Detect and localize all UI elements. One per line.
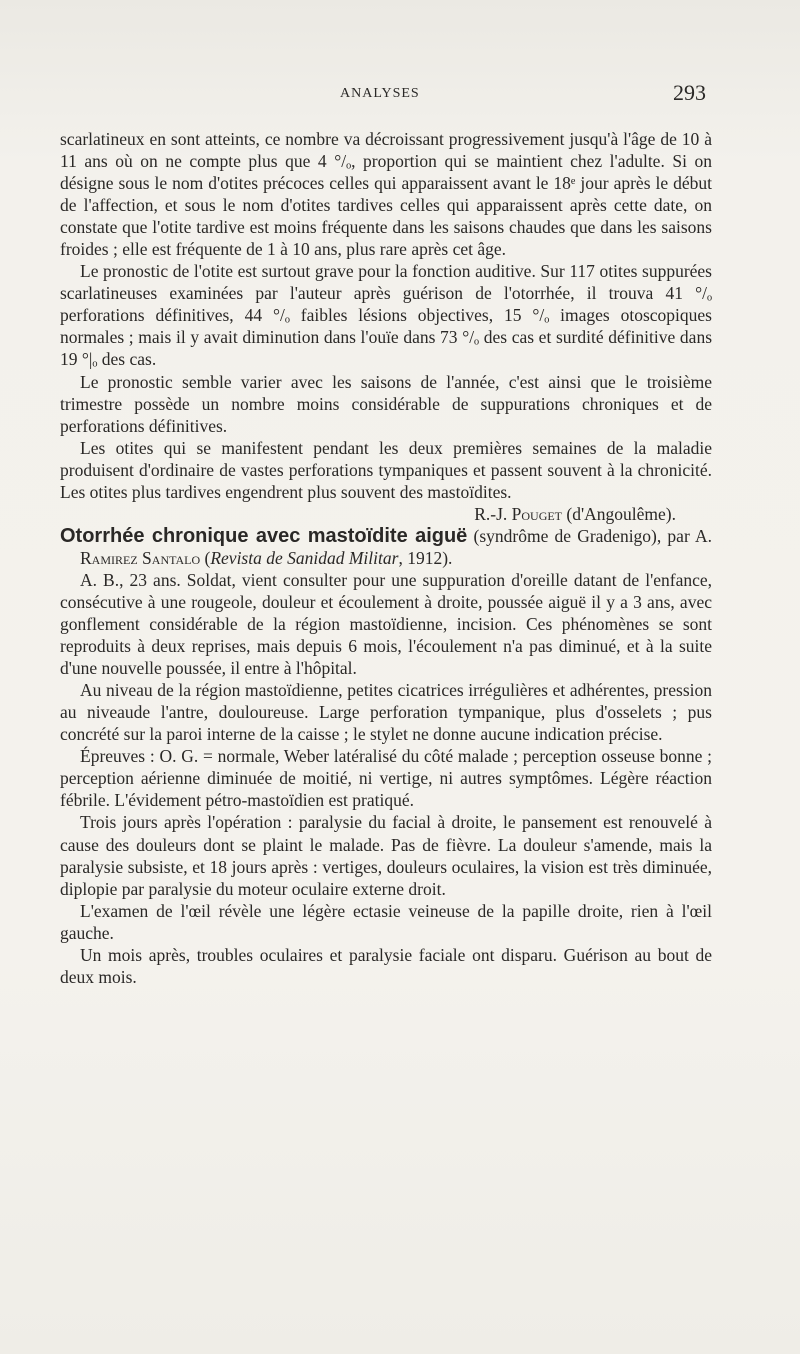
signature-name: Pouget [511, 503, 563, 524]
body-text [60, 128, 712, 988]
case-paragraph: Un mois après, troubles oculaires et paralysie faciale ont disparu. Guérison au bout de deux mois. [60, 944, 712, 987]
paragraph: Les otites qui se manifestent pendant les deux premières semaines de la maladie produisent d'ordinaire de vastes perforations tympaniques et passent souvent à la chronicité. Les otites plus tardives engendrent plus souvent des mastoïdites. [60, 437, 712, 502]
journal-name: Revista de Sanidad Militar [210, 547, 399, 568]
signature-initials: R.-J. [474, 503, 512, 524]
case-paragraph: A. B., 23 ans. Soldat, vient consulter pour une suppuration d'oreille datant de l'enfance, consécutive à une rougeole, douleur et écoulement à droite, poussée aiguë il y a 3 ans, avec gonflement considérable de la région mastoïdienne, incision. Ces phénomènes se sont reproduits à deux reprises, mais depuis 6 mois, l'écoulement n'a pas diminué, et à la suite d'une nouvelle poussée, il entre à l'hôpital. [60, 569, 712, 679]
article-heading [60, 525, 712, 569]
signature-place: (d'Angoulême). [562, 503, 676, 524]
paragraph: Le pronostic semble varier avec les saisons de l'année, c'est ainsi que le troisième trimestre possède un nombre moins considérable de suppurations chroniques et de perforations définitives. [60, 371, 712, 436]
article-subtitle: (syndrôme de Gradenigo), par A. [467, 525, 713, 546]
section-title: ANALYSES [340, 86, 420, 101]
journal-close: , 1912). [398, 547, 453, 568]
paragraph: Le pronostic de l'otite est surtout grave pour la fonction auditive. Sur 117 otites suppurées scarlatineuses examinées par l'auteur après guérison de l'otorrhée, il trouva 41 °/ₒ perforations définitives, 44 °/ₒ faibles lésions objectives, 15 °/ₒ images otoscopiques normales ; mais il y avait diminution dans l'ouïe dans 73 °/ₒ des cas et surdité définitive dans 19 °|ₒ des cas. [60, 261, 712, 370]
case-paragraph: L'examen de l'œil révèle une légère ectasie veineuse de la papille droite, rien à l'œil gauche. [60, 900, 712, 943]
case-paragraph: Au niveau de la région mastoïdienne, petites cicatrices irrégulières et adhérentes, pression au niveaude l'antre, douloureuse. Large perforation tympanique, plus d'osselets ; pus concrété sur la paroi interne de la caisse ; le stylet ne donne aucune indication précise. [60, 680, 712, 745]
case-paragraph: Épreuves : O. G. = normale, Weber latéralisé du côté malade ; perception osseuse bonne ; perception aérienne diminuée de moitié, ni vertige, ni autres symptômes. Légère réaction fébrile. L'évidement pétro-mastoïdien est pratiqué. [60, 746, 712, 811]
case-paragraph: Trois jours après l'opération : paralysie du facial à droite, le pansement est renouvelé à cause des douleurs dont se plaint le malade. Pas de fièvre. La douleur s'amende, mais la paralysie subsiste, et 18 jours après : vertiges, douleurs oculaires, la vision est très diminuée, diplopie par paralysie du moteur oculaire externe droit. [60, 812, 712, 899]
journal-open: ( [200, 547, 211, 568]
article-title: Otorrhée chronique avec mastoïdite aiguë [60, 524, 468, 547]
running-header [60, 82, 710, 104]
author-signature [60, 503, 712, 525]
page-number: 293 [673, 80, 706, 105]
paragraph: scarlatineux en sont atteints, ce nombre va décroissant progressivement jusqu'à l'âge de 10 à 11 ans où on ne compte plus que 4 °/ₒ, proportion qui se maintient chez l'adulte. Si on désigne sous le nom d'otites précoces celles qui apparaissent avant le 18ᵉ jour après le début de l'affection, et sous le nom d'otites tardives celles qui apparaissent après cette date, on constate que l'otite tardive est moins fréquente dans les saisons chaudes que dans les saisons froides ; elle est fréquente de 1 à 10 ans, plus rare après cet âge. [60, 129, 712, 260]
article-author: Ramirez Santalo [80, 547, 201, 568]
